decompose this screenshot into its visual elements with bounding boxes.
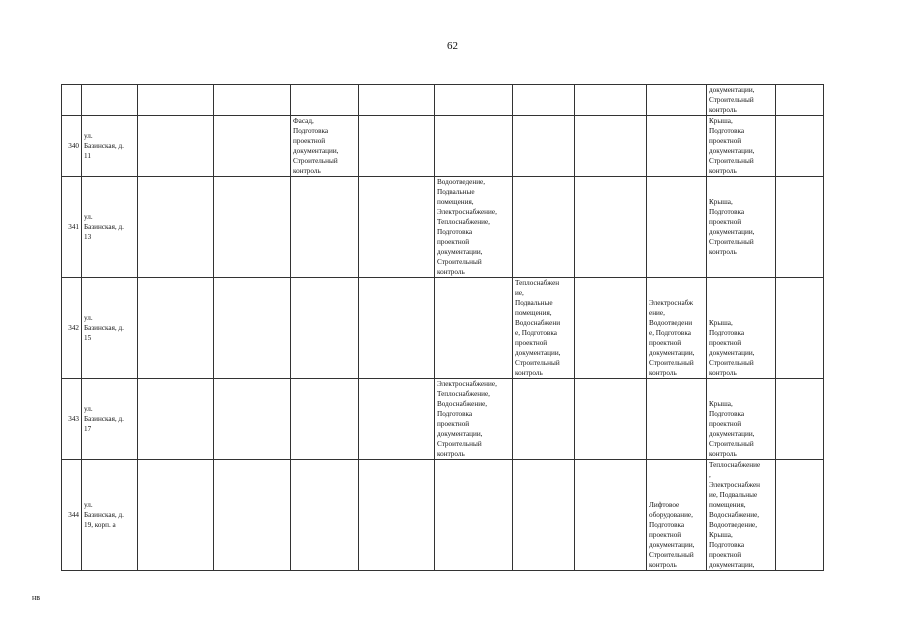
row-number: 344 <box>62 460 82 571</box>
work-cell: Крыша, Подготовка проектной документации, Строительный контроль <box>707 177 776 278</box>
work-cell <box>214 278 291 379</box>
work-cell: Лифтовое оборудование, Подготовка проектной документации, Строительный контроль <box>647 460 707 571</box>
work-cell <box>647 116 707 177</box>
work-cell: Электроснабжение, Теплоснабжение, Водоснабжение, Подготовка проектной документации, Строительный контроль <box>435 379 513 460</box>
work-cell <box>359 116 435 177</box>
work-cell <box>291 379 359 460</box>
work-cell <box>513 116 575 177</box>
work-cell <box>776 460 824 571</box>
work-cell <box>513 85 575 116</box>
work-cell <box>647 85 707 116</box>
work-cell <box>776 278 824 379</box>
page-number: 62 <box>447 40 458 52</box>
table-row <box>62 460 824 571</box>
work-cell <box>291 85 359 116</box>
work-cell: Теплоснабжение , Электроснабжен ие, Подвальные помещения, Водоснабжение, Водоотведение, Крыша, Подготовка проектной документации, <box>707 460 776 571</box>
table-row <box>62 116 824 177</box>
address-cell: ул. Базинская, д. 19, корп. а <box>82 460 138 571</box>
work-cell <box>138 116 214 177</box>
work-cell <box>776 177 824 278</box>
work-cell <box>435 85 513 116</box>
work-cell: Теплоснабжен ие, Подвальные помещения, Водоснабжени е, Подготовка проектной документации, Строительный контроль <box>513 278 575 379</box>
table-row <box>62 379 824 460</box>
work-cell <box>359 177 435 278</box>
row-number <box>62 85 82 116</box>
work-cell <box>214 379 291 460</box>
footer-mark: нв <box>32 593 41 602</box>
work-cell <box>214 177 291 278</box>
work-cell <box>138 460 214 571</box>
work-cell: Водоотведение, Подвальные помещения, Электроснабжение, Теплоснабжение, Подготовка проектной документации, Строительный контроль <box>435 177 513 278</box>
work-cell <box>214 85 291 116</box>
work-cell <box>291 278 359 379</box>
work-cell <box>776 116 824 177</box>
work-cell: документации, Строительный контроль <box>707 85 776 116</box>
address-cell: ул. Базинская, д. 15 <box>82 278 138 379</box>
table-row <box>62 278 824 379</box>
work-cell: Фасад, Подготовка проектной документации, Строительный контроль <box>291 116 359 177</box>
work-cell <box>359 379 435 460</box>
address-cell <box>82 85 138 116</box>
table-row <box>62 177 824 278</box>
work-cell <box>291 177 359 278</box>
work-cell <box>776 85 824 116</box>
row-number: 341 <box>62 177 82 278</box>
work-cell <box>513 177 575 278</box>
work-cell <box>138 278 214 379</box>
work-cell <box>138 379 214 460</box>
work-cell: Крыша, Подготовка проектной документации, Строительный контроль <box>707 379 776 460</box>
work-cell <box>513 379 575 460</box>
row-number: 340 <box>62 116 82 177</box>
work-cell <box>435 460 513 571</box>
work-cell: Электроснабж ение, Водоотведени е, Подготовка проектной документации, Строительный контроль <box>647 278 707 379</box>
table-row <box>62 85 824 116</box>
row-number: 343 <box>62 379 82 460</box>
address-cell: ул. Базинская, д. 13 <box>82 177 138 278</box>
work-cell: Крыша, Подготовка проектной документации, Строительный контроль <box>707 116 776 177</box>
work-cell <box>575 460 647 571</box>
work-cell <box>291 460 359 571</box>
work-cell <box>575 278 647 379</box>
work-cell <box>435 116 513 177</box>
work-cell <box>359 85 435 116</box>
address-cell: ул. Базинская, д. 11 <box>82 116 138 177</box>
work-cell <box>647 379 707 460</box>
work-cell <box>575 379 647 460</box>
work-cell <box>214 460 291 571</box>
work-cell: Крыша, Подготовка проектной документации, Строительный контроль <box>707 278 776 379</box>
work-cell <box>647 177 707 278</box>
address-cell: ул. Базинская, д. 17 <box>82 379 138 460</box>
work-cell <box>138 177 214 278</box>
work-cell <box>359 460 435 571</box>
work-cell <box>575 85 647 116</box>
work-cell <box>359 278 435 379</box>
work-cell <box>776 379 824 460</box>
work-cell <box>575 177 647 278</box>
work-cell <box>435 278 513 379</box>
row-number: 342 <box>62 278 82 379</box>
work-cell <box>214 116 291 177</box>
work-cell <box>575 116 647 177</box>
repair-plan-table <box>61 84 824 571</box>
work-cell <box>138 85 214 116</box>
work-cell <box>513 460 575 571</box>
